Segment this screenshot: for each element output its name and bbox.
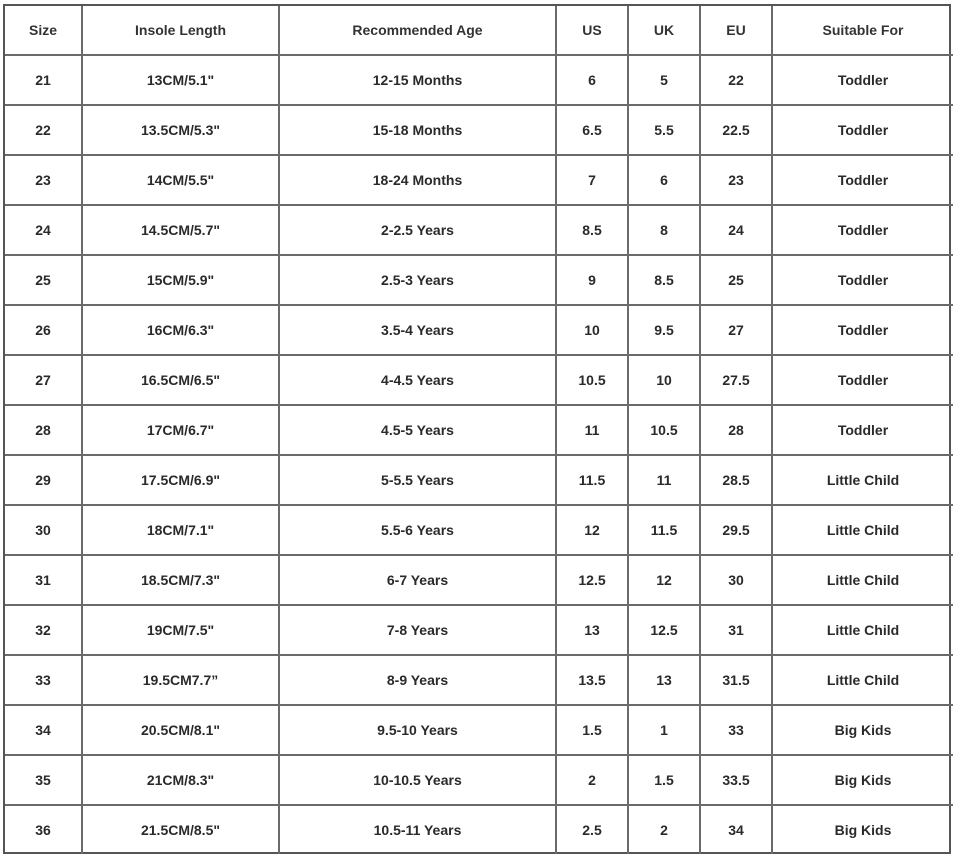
cell-suitable-for: Toddler: [772, 205, 953, 255]
cell-us: 6: [556, 55, 628, 105]
cell-insole-length: 17CM/6.7": [82, 405, 279, 455]
header-insole-length: Insole Length: [82, 6, 279, 55]
size-chart-table: [5, 6, 953, 854]
cell-insole-length: 19.5CM7.7”: [82, 655, 279, 705]
cell-recommended-age: 10-10.5 Years: [279, 755, 556, 805]
cell-suitable-for: Toddler: [772, 105, 953, 155]
cell-recommended-age: 4-4.5 Years: [279, 355, 556, 405]
cell-recommended-age: 10.5-11 Years: [279, 805, 556, 854]
header-us: US: [556, 6, 628, 55]
cell-insole-length: 16.5CM/6.5": [82, 355, 279, 405]
cell-insole-length: 20.5CM/8.1": [82, 705, 279, 755]
cell-us: 11.5: [556, 455, 628, 505]
cell-insole-length: 19CM/7.5": [82, 605, 279, 655]
cell-uk: 6: [628, 155, 700, 205]
cell-insole-length: 16CM/6.3": [82, 305, 279, 355]
cell-uk: 9.5: [628, 305, 700, 355]
cell-us: 12: [556, 505, 628, 555]
table-row: [5, 355, 953, 405]
cell-uk: 5.5: [628, 105, 700, 155]
cell-uk: 12: [628, 555, 700, 605]
cell-suitable-for: Toddler: [772, 55, 953, 105]
cell-insole-length: 21.5CM/8.5": [82, 805, 279, 854]
cell-suitable-for: Little Child: [772, 555, 953, 605]
cell-eu: 33.5: [700, 755, 772, 805]
cell-uk: 12.5: [628, 605, 700, 655]
header-size: Size: [5, 6, 82, 55]
table-body: [5, 55, 953, 854]
table-row: [5, 205, 953, 255]
cell-recommended-age: 6-7 Years: [279, 555, 556, 605]
cell-size: 21: [5, 55, 82, 105]
cell-recommended-age: 8-9 Years: [279, 655, 556, 705]
cell-us: 2.5: [556, 805, 628, 854]
cell-suitable-for: Toddler: [772, 305, 953, 355]
cell-us: 2: [556, 755, 628, 805]
table-row: [5, 805, 953, 854]
table-row: [5, 655, 953, 705]
cell-eu: 28: [700, 405, 772, 455]
cell-size: 26: [5, 305, 82, 355]
table-row: [5, 555, 953, 605]
cell-uk: 1.5: [628, 755, 700, 805]
cell-eu: 23: [700, 155, 772, 205]
cell-us: 6.5: [556, 105, 628, 155]
table-row: [5, 405, 953, 455]
cell-size: 30: [5, 505, 82, 555]
cell-insole-length: 13CM/5.1": [82, 55, 279, 105]
cell-us: 12.5: [556, 555, 628, 605]
cell-eu: 28.5: [700, 455, 772, 505]
cell-us: 11: [556, 405, 628, 455]
cell-suitable-for: Big Kids: [772, 755, 953, 805]
cell-eu: 25: [700, 255, 772, 305]
cell-uk: 5: [628, 55, 700, 105]
cell-uk: 2: [628, 805, 700, 854]
cell-eu: 22: [700, 55, 772, 105]
cell-us: 9: [556, 255, 628, 305]
cell-size: 31: [5, 555, 82, 605]
cell-uk: 1: [628, 705, 700, 755]
cell-eu: 29.5: [700, 505, 772, 555]
cell-recommended-age: 3.5-4 Years: [279, 305, 556, 355]
table-row: [5, 55, 953, 105]
header-row: [5, 6, 953, 55]
cell-us: 13: [556, 605, 628, 655]
table-row: [5, 255, 953, 305]
cell-recommended-age: 4.5-5 Years: [279, 405, 556, 455]
cell-uk: 11.5: [628, 505, 700, 555]
cell-insole-length: 18CM/7.1": [82, 505, 279, 555]
cell-uk: 8.5: [628, 255, 700, 305]
cell-eu: 33: [700, 705, 772, 755]
cell-eu: 31.5: [700, 655, 772, 705]
cell-insole-length: 18.5CM/7.3": [82, 555, 279, 605]
cell-suitable-for: Little Child: [772, 505, 953, 555]
cell-recommended-age: 12-15 Months: [279, 55, 556, 105]
cell-suitable-for: Little Child: [772, 455, 953, 505]
cell-us: 10: [556, 305, 628, 355]
cell-size: 27: [5, 355, 82, 405]
cell-insole-length: 13.5CM/5.3": [82, 105, 279, 155]
cell-eu: 34: [700, 805, 772, 854]
header-suitable-for: Suitable For: [772, 6, 953, 55]
cell-recommended-age: 9.5-10 Years: [279, 705, 556, 755]
cell-eu: 30: [700, 555, 772, 605]
cell-suitable-for: Little Child: [772, 655, 953, 705]
cell-size: 36: [5, 805, 82, 854]
size-chart-container: [3, 4, 951, 854]
cell-uk: 10.5: [628, 405, 700, 455]
header-uk: UK: [628, 6, 700, 55]
cell-recommended-age: 7-8 Years: [279, 605, 556, 655]
cell-size: 24: [5, 205, 82, 255]
cell-us: 13.5: [556, 655, 628, 705]
table-row: [5, 105, 953, 155]
table-row: [5, 705, 953, 755]
cell-size: 34: [5, 705, 82, 755]
cell-us: 1.5: [556, 705, 628, 755]
header-eu: EU: [700, 6, 772, 55]
cell-size: 25: [5, 255, 82, 305]
cell-suitable-for: Toddler: [772, 155, 953, 205]
cell-insole-length: 14CM/5.5": [82, 155, 279, 205]
cell-size: 35: [5, 755, 82, 805]
cell-uk: 8: [628, 205, 700, 255]
cell-suitable-for: Toddler: [772, 405, 953, 455]
table-row: [5, 505, 953, 555]
cell-us: 7: [556, 155, 628, 205]
cell-size: 32: [5, 605, 82, 655]
cell-eu: 22.5: [700, 105, 772, 155]
cell-recommended-age: 5-5.5 Years: [279, 455, 556, 505]
cell-suitable-for: Big Kids: [772, 705, 953, 755]
table-row: [5, 305, 953, 355]
cell-eu: 27.5: [700, 355, 772, 405]
cell-suitable-for: Little Child: [772, 605, 953, 655]
cell-insole-length: 17.5CM/6.9": [82, 455, 279, 505]
cell-size: 22: [5, 105, 82, 155]
cell-recommended-age: 15-18 Months: [279, 105, 556, 155]
cell-size: 23: [5, 155, 82, 205]
cell-suitable-for: Big Kids: [772, 805, 953, 854]
cell-eu: 24: [700, 205, 772, 255]
table-row: [5, 605, 953, 655]
cell-recommended-age: 5.5-6 Years: [279, 505, 556, 555]
cell-insole-length: 15CM/5.9": [82, 255, 279, 305]
table-row: [5, 755, 953, 805]
cell-recommended-age: 2-2.5 Years: [279, 205, 556, 255]
cell-recommended-age: 18-24 Months: [279, 155, 556, 205]
cell-insole-length: 14.5CM/5.7": [82, 205, 279, 255]
cell-size: 28: [5, 405, 82, 455]
cell-us: 8.5: [556, 205, 628, 255]
header-recommended-age: Recommended Age: [279, 6, 556, 55]
cell-insole-length: 21CM/8.3": [82, 755, 279, 805]
cell-uk: 13: [628, 655, 700, 705]
cell-eu: 31: [700, 605, 772, 655]
cell-suitable-for: Toddler: [772, 355, 953, 405]
cell-uk: 11: [628, 455, 700, 505]
table-row: [5, 455, 953, 505]
cell-suitable-for: Toddler: [772, 255, 953, 305]
cell-eu: 27: [700, 305, 772, 355]
cell-us: 10.5: [556, 355, 628, 405]
table-row: [5, 155, 953, 205]
cell-uk: 10: [628, 355, 700, 405]
cell-size: 29: [5, 455, 82, 505]
cell-recommended-age: 2.5-3 Years: [279, 255, 556, 305]
cell-size: 33: [5, 655, 82, 705]
